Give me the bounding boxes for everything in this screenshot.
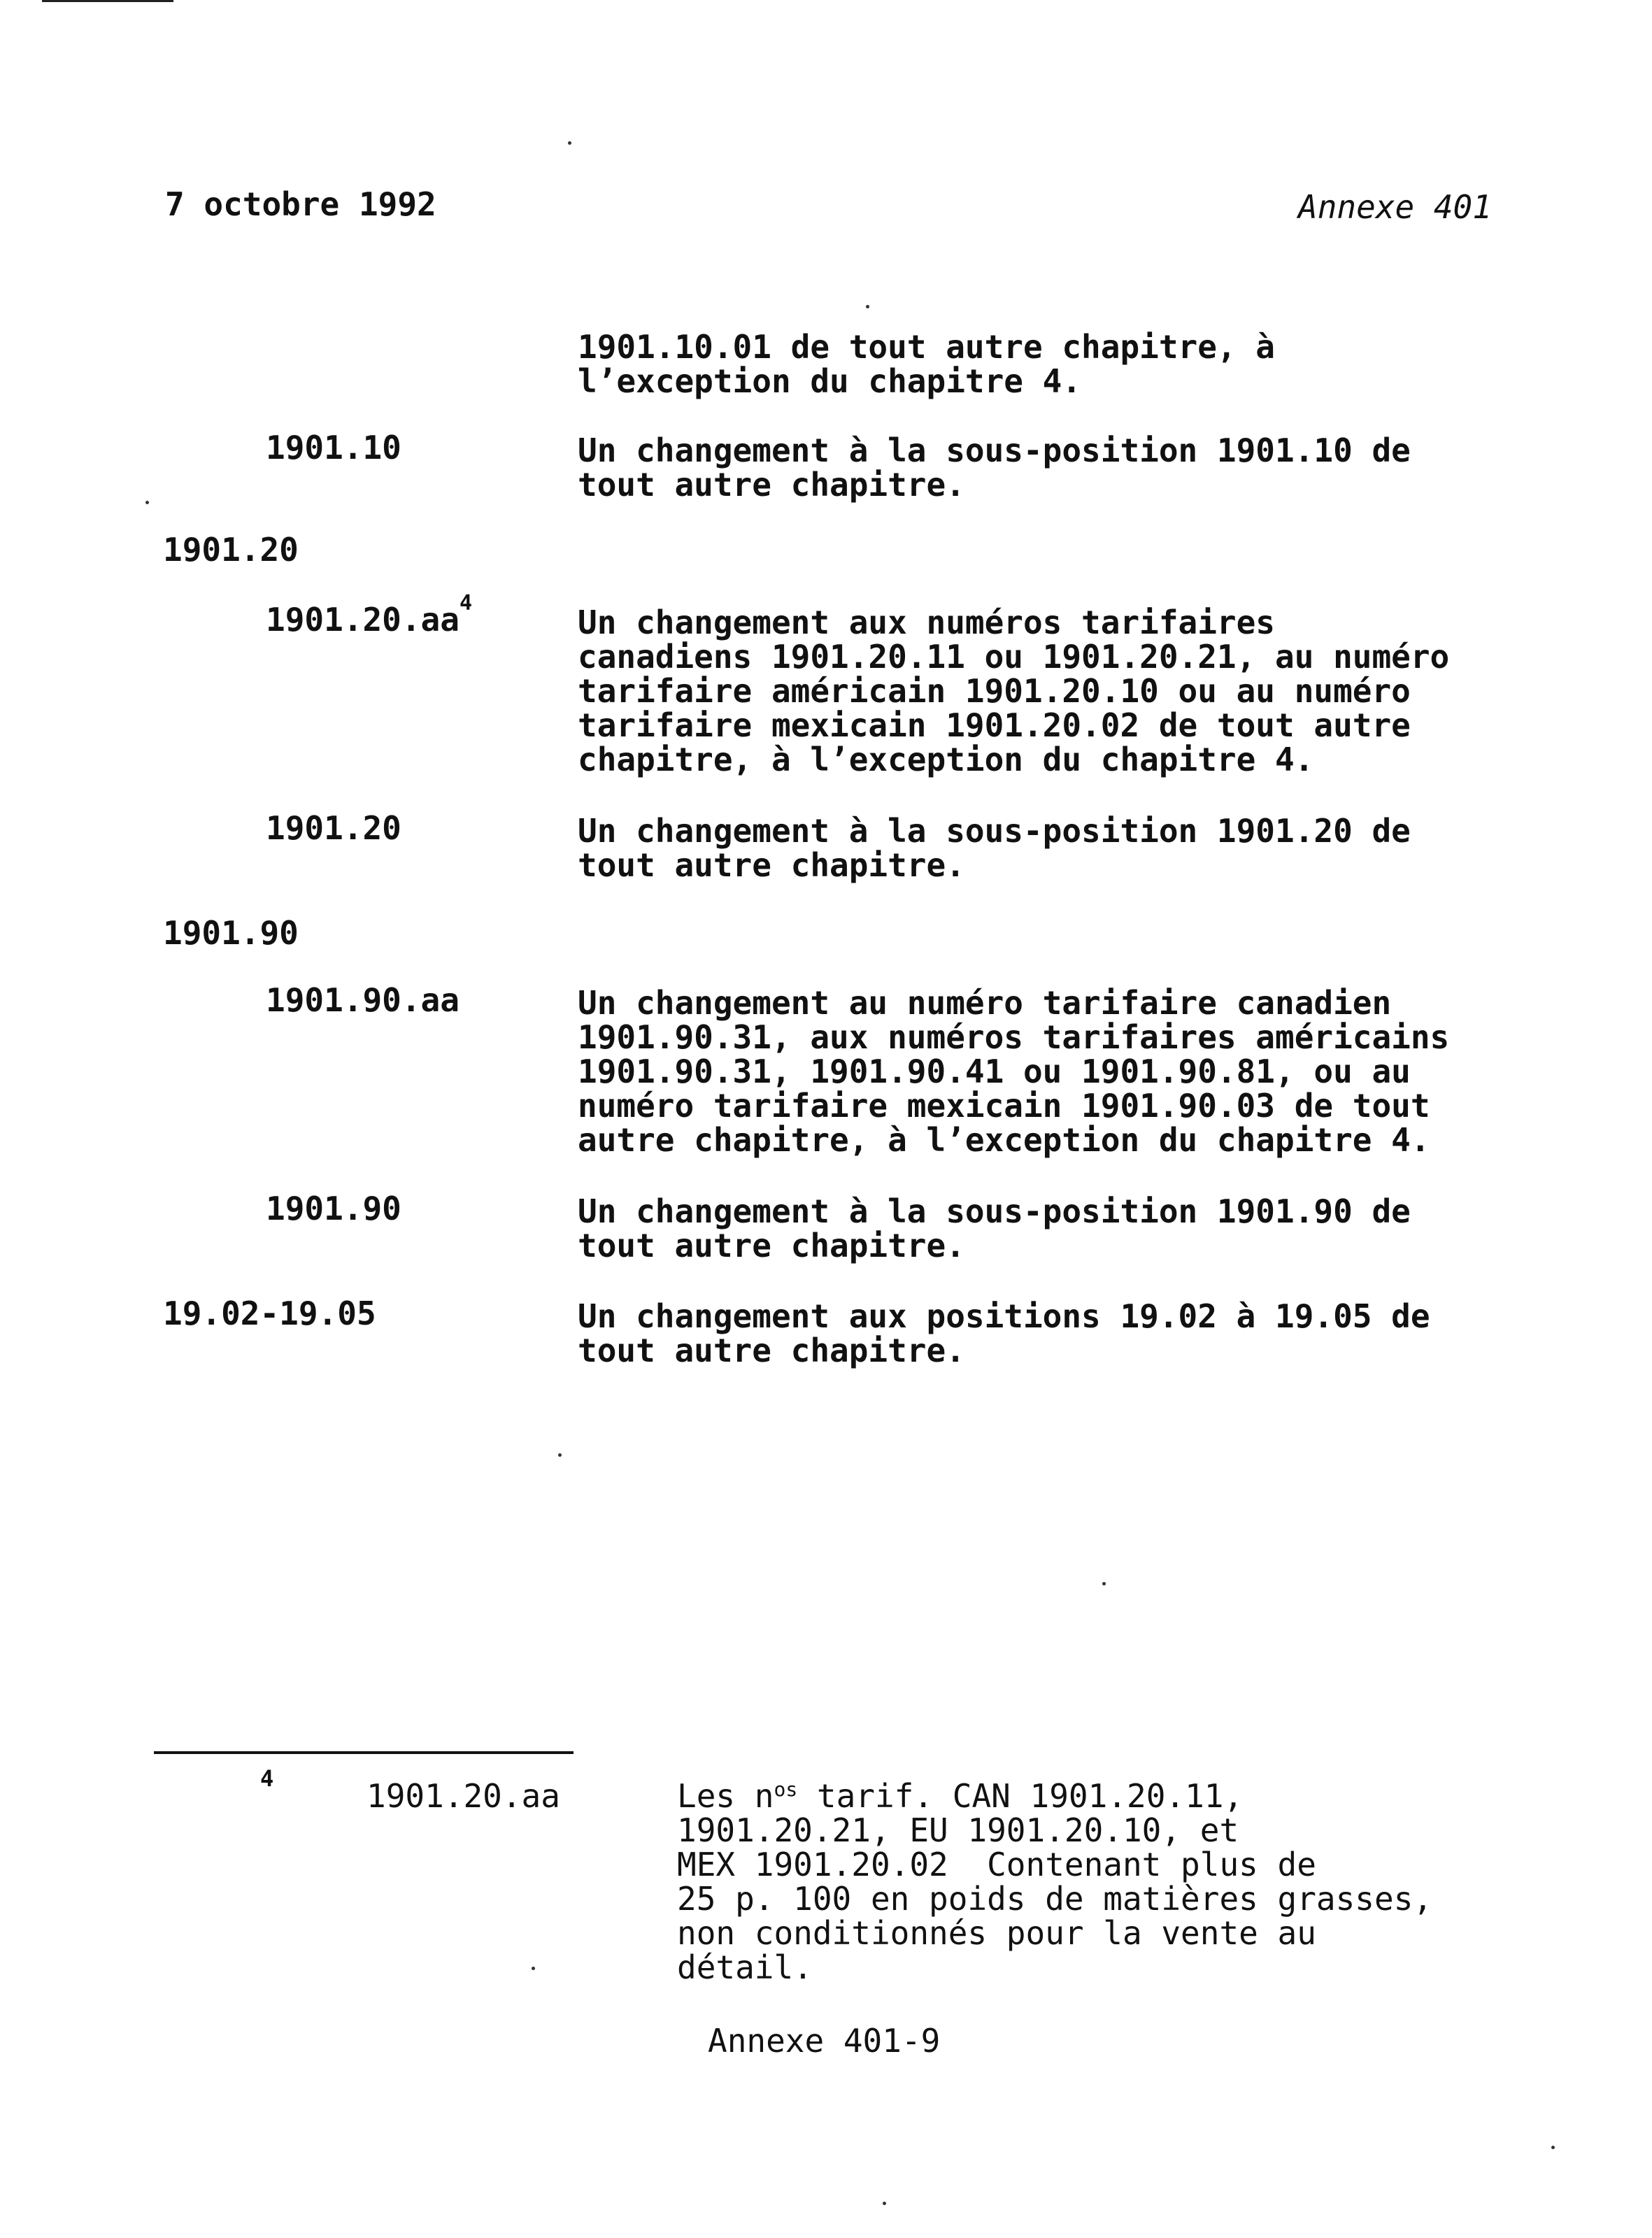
rule-text: Un changement aux numéros tarifaires canadiens 1901.20.11 ou 1901.20.21, au numéro tarifaire américain 1901.20.10 ou au numéro tarifaire mexicain 1901.20.02 de tout autre chapitre, à l’exception du chapitre 4. bbox=[578, 604, 1450, 778]
footnote-code: 1901.20.aa bbox=[366, 1777, 560, 1815]
scan-edge-mark bbox=[42, 0, 173, 2]
tariff-heading: 1901.90 bbox=[163, 914, 299, 952]
scan-speck bbox=[1102, 1582, 1106, 1585]
rule-text: Un changement à la sous-position 1901.10 de tout autre chapitre. bbox=[578, 432, 1411, 504]
footnote-number: 4 bbox=[260, 1765, 274, 1792]
tariff-code: 1901.20.aa$^4$ bbox=[266, 590, 473, 639]
scan-speck bbox=[1551, 2146, 1555, 2149]
tariff-code: 1901.20 bbox=[266, 809, 401, 847]
scan-speck bbox=[532, 1967, 535, 1970]
scan-speck bbox=[145, 501, 149, 504]
document-date: 7 octobre 1992 bbox=[165, 185, 436, 223]
page-number: Annexe 401-9 bbox=[708, 2022, 941, 2060]
scan-speck bbox=[883, 2202, 886, 2205]
rule-text: Un changement au numéro tarifaire canadien 1901.90.31, aux numéros tarifaires américains 1901.90.31, 1901.90.41 ou 1901.90.81, ou au numéro tarifaire mexicain 1901.90.03 de tout autre chapitre, à l’exception du chapitre 4. bbox=[578, 984, 1450, 1159]
footnote-text: Les n$^{os}$ tarif. CAN 1901.20.11, 1901.20.21, EU 1901.20.10, et MEX 1901.20.02 Contenant plus de 25 p. 100 en poids de matières grasses, non conditionnés pour la vente au détail. bbox=[677, 1777, 1433, 1986]
rule-text-continuation: 1901.10.01 de tout autre chapitre, à l’exception du chapitre 4. bbox=[578, 328, 1275, 400]
scan-speck bbox=[866, 305, 869, 308]
footnote-reference: 4 bbox=[459, 590, 473, 615]
tariff-heading: 1901.20 bbox=[163, 531, 299, 569]
scan-speck bbox=[558, 1453, 562, 1457]
rule-text: Un changement à la sous-position 1901.20 de tout autre chapitre. bbox=[578, 812, 1411, 884]
annex-header: Annexe 401 bbox=[1298, 188, 1492, 226]
tariff-code: 1901.10 bbox=[266, 429, 401, 466]
tariff-code: 1901.90 bbox=[266, 1190, 401, 1227]
rule-text: Un changement aux positions 19.02 à 19.05 de tout autre chapitre. bbox=[578, 1297, 1430, 1369]
tariff-code: 1901.90.aa bbox=[266, 981, 460, 1019]
tariff-code: 19.02-19.05 bbox=[163, 1295, 376, 1332]
rule-text: Un changement à la sous-position 1901.90 de tout autre chapitre. bbox=[578, 1192, 1411, 1264]
scan-speck bbox=[568, 141, 571, 145]
footnote-separator bbox=[154, 1751, 574, 1754]
